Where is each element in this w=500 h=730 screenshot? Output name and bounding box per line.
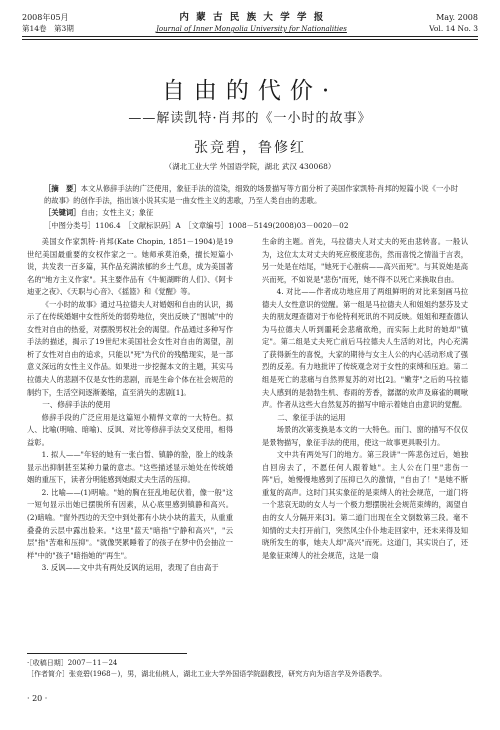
paper-title: 自由的代价· [161, 78, 339, 104]
paper-subtitle: ——解读凯特·肖邦的《一小时的故事》 [128, 111, 372, 126]
header-rule-thin [22, 39, 478, 40]
abstract-text: 本文从修辞手法的广泛使用，象征手法的渲染，细致的场景描写等方面分析了美国作家凯特·肖邦的短篇小说《一小时的故事》的创作手法，指出该小说其实是一曲女性主义的悲歌，乃至人类自由的悲歌。 [44, 184, 458, 205]
keywords-line [44, 207, 458, 219]
header-journal-cn: 内 蒙 古 民 族 大 学 学 报 [179, 12, 326, 23]
header-month-en: May. 2008 [436, 13, 478, 22]
body-paragraph: 1. 拟人——"年轻的她有一张白皙、镇静的脸，脸上的线条显示出抑制甚至某种力量的意志。"这些描述显示她处在传统婚姻的重压下，读者分明能感到她跟丈夫生活的压抑。 [27, 450, 233, 485]
classification-line: ［中图分类号］1106.4 ［文献标识码］A ［文章编号］1008－5149(2008)03－0020－02 [44, 220, 349, 230]
page-number: · 20 · [27, 694, 48, 703]
header-volume-cn: 第14卷 第3期 [22, 24, 74, 33]
footnote-rule [27, 653, 187, 654]
body-column-left [27, 236, 233, 575]
running-header [22, 12, 478, 35]
abstract-block [44, 183, 458, 231]
footnotes [27, 658, 477, 680]
body-paragraph: 文中共有两处写门的地方。第三段讲"一阵悲伤过后，她独自回房去了，不愿任何人跟着她"。主人公在门里"悲伤一阵"后，她慢慢地感到了压抑已久的激情，"自由了！"是她不断重复的高声。这时门其实象征的是束缚人的社会规范，一道门将一个悲哀无助的女人与一个极力想摆脱社会规范束缚的，渴望自由的女人分隔开来[3]。第二道门出现在全文倒数第三段。毫不知情的丈夫打开前门，突然风尘仆仆地走回家中，还未来得及知晓所发生的事，她夫人却"高兴"而死。这道门，其实说白了，还是象征束缚人的社会规范，这是一扇 [262, 450, 468, 560]
abstract-paragraph [44, 183, 458, 206]
keywords-text: 自由；女性主义；象征 [80, 208, 154, 217]
body-paragraph: 美国女作家凯特·肖邦(Kate Chopin, 1851－1904)是19世纪美国最重要的女权作家之一。她师承莫泊桑，擅长短篇小说，共发表一百多篇，其作品充满浓郁的乡土气息，成为美国著名的"地方主义作家"。其主要作品有《牛轭湖畔的人们》、《阿卡迪亚之夜》、《天职与心音》、《摇篮》和《觉醒》等。 [27, 237, 233, 297]
body-paragraph: 3. 反讽——文中共有两处反讽的运用，表现了自由高于 [41, 563, 219, 573]
body-paragraph: 修辞手段的广泛应用是这篇短小精悍文章的一大特色。拟人、比喻(明喻、暗喻)、反讽、对比等修辞手法交叉使用，相得益彰。 [27, 412, 233, 447]
paper-authors: 张竞碧，鲁修红 [194, 140, 306, 156]
keywords-label: ［关键词］ [44, 208, 81, 217]
section-heading: 二、象征手法的运用 [277, 412, 346, 422]
header-journal-en: Journal of Inner Mongolia University for Nationalities [156, 25, 347, 33]
section-heading: 一、修辞手法的使用 [42, 400, 111, 410]
header-rule [22, 36, 478, 37]
title-block [0, 76, 500, 172]
body-paragraph: 生命的主题。首先，马拉德夫人对丈夫的死由悲转喜。一般认为，这位太太对丈夫的死应极度悲伤，然而喜悦之情溢于言表，另一处是在结尾，"她死于心脏病——高兴而死"。与其说她是高兴而死，不如说是"悲伤"而死，她不得不以死亡来换取自由。 [262, 237, 468, 284]
body-paragraph: 《一小时的故事》通过马拉德夫人对婚姻和自由的认识，揭示了在传统婚姻中女性所处的弱势地位，突出反映了"围城"中的女性对自由的热爱，对摆脱男权社会的渴望。作品通过多种写作手法的描述，揭示了19世纪末美国社会女性对自由的渴望，剖析了女性对自由的追求，只能以"死"为代价的残酷现实，是一部意义深远的女性主义作品。如果进一步挖掘本文的主题，其实马拉德夫人的悲剧不仅是女性的悲剧，而是生命个体在社会规范的制约下，生活空间逐渐萎缩，直至消失的悲剧[1]。 [27, 299, 233, 397]
header-date: 2008年05月 [22, 13, 69, 22]
body-column-right [262, 236, 468, 562]
body-paragraph: 场景的次第变换是本文的一大特色。而门、窗的描写不仅仅是景物描写，象征手法的使用，使这一故事更具吸引力。 [262, 425, 468, 447]
body-paragraph: 4. 对比——作者成功地应用了两组鲜明的对比来刻画马拉德夫人女性意识的觉醒。第一组是马拉德夫人和姐姐约瑟芬及丈夫的朋友理查德对于布伦特利死讯的不同反映。姐姐和理查德认为马拉德夫人听到噩耗会悲痛欲绝，而实际上此时的她却"镇定"。第二组是丈夫死亡前后马拉德夫人生活的对比，内心充满了获得新生的喜悦，大家的期待与女主人公的内心活动形成了强烈的反差。有力地批评了传统观念对于女性的束缚和压迫。第二组是死亡的悲痛与自然界复苏的对比[2]。"嫩芽"之后的马拉德夫人感到的是勃勃生机、春雨的芳香，潺潺的欢声及麻雀的啁啾声。作者从这些大自然复苏的描写中暗示着她自由意识的觉醒。 [262, 287, 468, 410]
body-paragraph: 2. 比喻——(1)明喻。"她的胸在狂乱地起伏着，像一般"这一短句显示出她已摆脱所有因素，从心底里感到镇静和高兴。(2)暗喻。"窗外西边的天空中到处都有小块小块的蓝天，从重重叠叠的云层中露出脸来。"这里"蓝天"暗指"宁静和高兴"，"云层"指"苦难和压抑"。"就像哭累睡着了的孩子在梦中仍会抽泣一样"中的"孩子"暗指她的"再生"。 [27, 487, 233, 560]
paper-affiliation: （湖北工业大学 外国语学院，湖北 武汉 430068） [164, 162, 336, 171]
header-volume-en: Vol. 14 No. 3 [429, 24, 478, 33]
footnote-received: ·［收稿日期］2007－11－24 [27, 659, 118, 667]
footnote-author: ［作者简介］张竞碧(1968－)，男，湖北仙桃人，湖北工业大学外国语学院副教授，研究方向为语言学及外语教学。 [27, 670, 387, 678]
abstract-label: ［摘 要］ [44, 184, 81, 193]
